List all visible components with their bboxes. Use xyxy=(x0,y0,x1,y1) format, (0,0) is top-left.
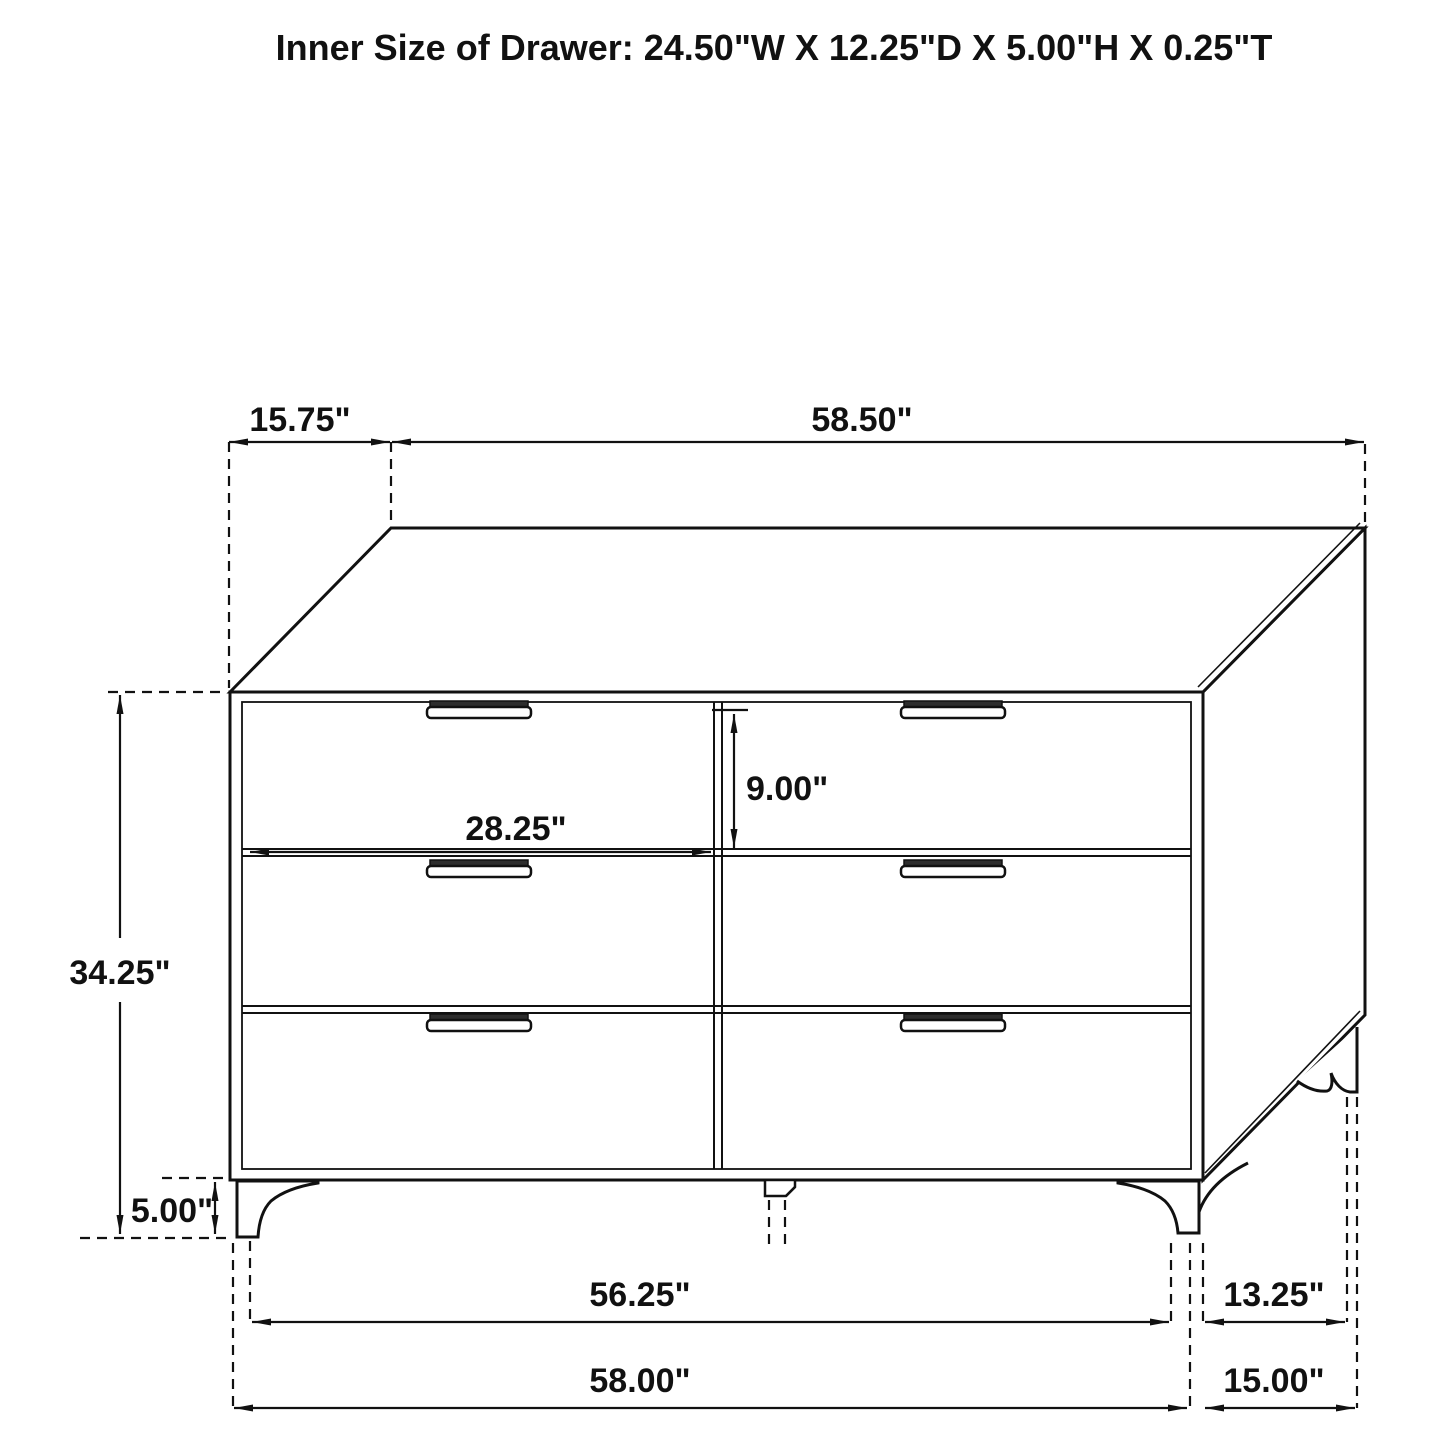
dimension-base-span-side xyxy=(1205,1276,1345,1322)
dim-label-overall-depth: 15.00" xyxy=(1223,1362,1325,1400)
dim-label-base-span-side: 13.25" xyxy=(1223,1276,1325,1314)
dimension-overall-depth xyxy=(1205,1362,1355,1408)
dimension-leg-height xyxy=(131,1182,215,1234)
drawer-handle xyxy=(427,701,531,718)
center-foot xyxy=(765,1180,795,1196)
dim-label-overall-height: 34.25" xyxy=(69,954,171,992)
dim-label-overall-width: 58.00" xyxy=(589,1362,691,1400)
dim-label-base-span-front: 56.25" xyxy=(589,1276,691,1314)
dim-label-top-width: 58.50" xyxy=(811,401,913,439)
dimension-top-width xyxy=(392,401,1364,442)
dimension-top-depth xyxy=(229,401,390,442)
dimension-overall-height xyxy=(69,695,170,1234)
drawer-handle xyxy=(901,860,1005,877)
dim-label-drawer-opening-width: 28.25" xyxy=(465,810,567,848)
diagram-title: Inner Size of Drawer: 24.50"W X 12.25"D X 5.00"H X 0.25"T xyxy=(275,27,1273,68)
front-face-panel xyxy=(230,692,1203,1180)
dim-label-drawer-opening-height: 9.00" xyxy=(746,770,829,808)
top-face-panel xyxy=(230,528,1365,692)
front-face xyxy=(230,692,1203,1180)
dim-label-leg-height: 5.00" xyxy=(130,1192,214,1230)
drawer-handle xyxy=(901,701,1005,718)
dim-label-top-depth: 15.75" xyxy=(249,401,351,439)
drawer-handle xyxy=(427,860,531,877)
dimension-overall-width xyxy=(234,1362,1187,1408)
drawer-handle xyxy=(427,1014,531,1031)
front-right-leg xyxy=(1118,1181,1199,1233)
front-left-leg xyxy=(237,1181,318,1237)
drawer-handle xyxy=(901,1014,1005,1031)
dimension-base-span-front xyxy=(252,1276,1169,1322)
dresser-drawing xyxy=(230,523,1365,1237)
top-face xyxy=(230,523,1365,698)
